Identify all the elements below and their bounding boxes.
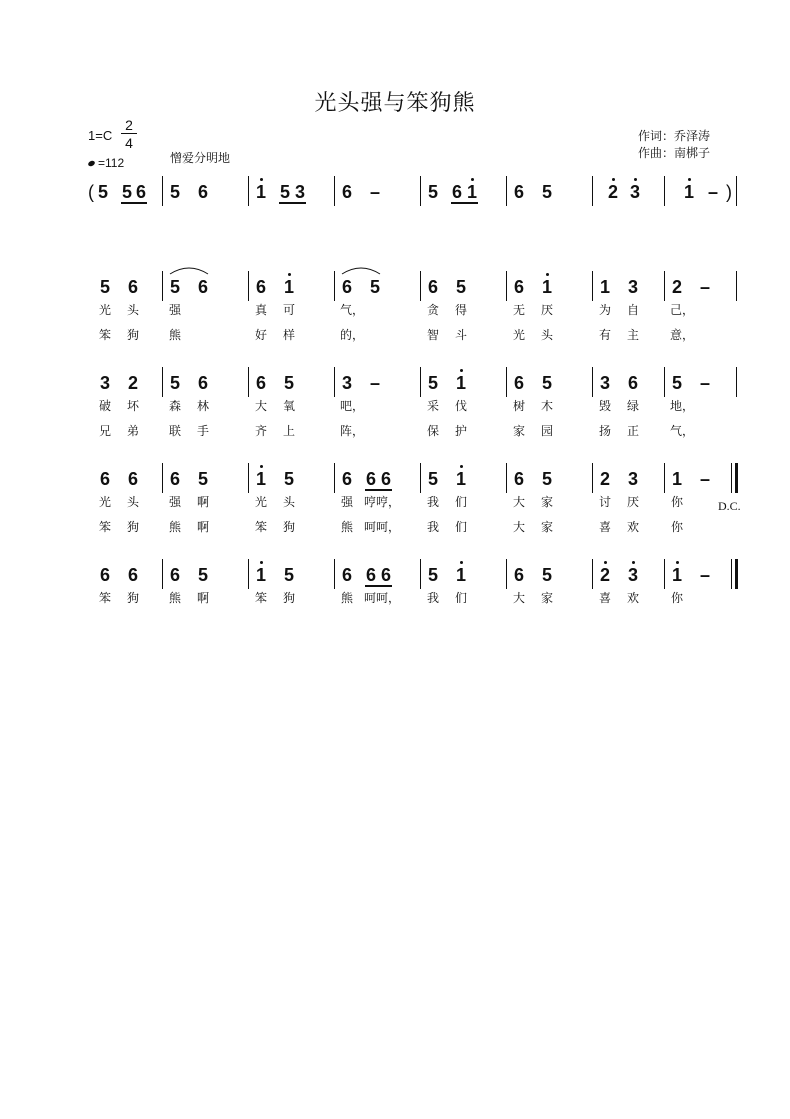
bar-line [736,271,737,301]
lyric-syllable: 笨 [254,591,267,605]
lyric-syllable: 斗 [454,328,467,342]
lyric-syllable: 狗 [126,520,139,534]
note: 1 [283,277,294,297]
note: 5 [369,277,380,297]
lyric-syllable: 得 [454,303,467,317]
lyric-syllable: 森 [168,399,181,413]
note: 5 [197,469,208,489]
high-octave-dot [546,273,549,276]
lyric-syllable: 上 [282,424,295,438]
lyric-syllable: 木 [540,399,553,413]
bar-line [664,176,665,206]
bar-line [420,559,421,589]
lyric-syllable: 厌 [540,303,553,317]
eighth-underline [451,202,478,204]
lyric-syllable: 我 [426,495,439,509]
bar-line [334,367,335,397]
note: 6 [341,565,352,585]
bar-line [506,559,507,589]
lyric-syllable: 氧 [282,399,295,413]
lyric-syllable: 家 [540,495,553,509]
lyric-syllable: 伐 [454,399,467,413]
lyric-syllable: 喜 [598,520,611,534]
note: 3 [629,182,640,202]
lyric-syllable: 地， [670,399,695,413]
lyric-syllable: 齐 [254,424,267,438]
composer-credit: 作曲：南梆子 [638,146,711,160]
lyric-syllable: 啊 [196,591,209,605]
lyric-syllable: 光 [98,495,111,509]
bar-line [334,176,335,206]
lyric-syllable: 大 [512,520,525,534]
note: 1 [255,565,266,585]
tempo-value: =112 [98,156,125,170]
lyric-syllable: 好 [254,328,267,342]
high-octave-dot [612,178,615,181]
note: 6 [197,182,208,202]
bar-line [592,367,593,397]
key-signature: 1=C [88,128,113,143]
lyric-syllable: 啊 [196,495,209,509]
lyric-syllable: 为 [598,303,611,317]
note: 6 [135,182,146,202]
bar-line [248,559,249,589]
note: 5 [283,565,294,585]
lyric-syllable: 强 [340,495,353,509]
high-octave-dot [632,561,635,564]
bar-line [736,367,737,397]
lyric-syllable: 己， [670,303,695,317]
note: 6 [341,182,352,202]
note: 3 [99,373,110,393]
lyric-syllable: 们 [454,591,467,605]
note: 6 [365,565,376,585]
note: 6 [513,565,524,585]
lyric-syllable: 家 [512,424,525,438]
note: 6 [513,469,524,489]
lyric-syllable: 林 [196,399,209,413]
lyric-syllable: 树 [512,399,525,413]
note: 6 [380,565,391,585]
close-paren: ) [726,182,732,202]
lyric-syllable: 们 [454,495,467,509]
note: 5 [169,277,180,297]
lyric-syllable: 狗 [282,520,295,534]
note: 6 [427,277,438,297]
lyric-syllable: 可 [282,303,295,317]
lyric-syllable: 保 [426,424,439,438]
lyric-syllable: 你 [670,591,683,605]
note: 5 [427,469,438,489]
note: 6 [255,277,266,297]
note: 5 [427,373,438,393]
lyric-syllable: 意， [670,328,695,342]
note: 1 [455,373,466,393]
lyric-syllable: 园 [540,424,553,438]
bar-line [506,463,507,493]
bar-line [736,176,737,206]
bar-line [420,176,421,206]
note: 1 [599,277,610,297]
lyric-syllable: 大 [512,591,525,605]
quarter-note-icon [87,160,95,167]
note: 6 [169,565,180,585]
lyric-syllable: 光 [254,495,267,509]
lyric-syllable: 呵呵， [364,520,401,534]
bar-line [248,463,249,493]
note: 5 [541,182,552,202]
bar-line [248,367,249,397]
eighth-underline [121,202,147,204]
note: 5 [283,469,294,489]
song-title: 光头强与笨狗熊 [314,91,476,116]
note: 6 [99,469,110,489]
high-octave-dot [260,178,263,181]
bar-line [592,463,593,493]
note: 6 [197,277,208,297]
note: – [699,373,710,393]
bar-line [334,559,335,589]
note: 5 [427,182,438,202]
lyric-syllable: 我 [426,591,439,605]
bar-line [248,176,249,206]
bar-line [664,463,665,493]
high-octave-dot [460,369,463,372]
lyric-syllable: 联 [168,424,181,438]
note: 2 [127,373,138,393]
bar-line [334,271,335,301]
lyric-syllable: 大 [512,495,525,509]
final-bar-thin [731,463,732,493]
note: – [369,182,380,202]
note: 1 [455,565,466,585]
lyric-syllable: 样 [282,328,295,342]
time-signature-bottom: 4 [121,133,137,150]
note: 5 [427,565,438,585]
time-signature [121,118,137,150]
note: 5 [671,373,682,393]
note: 6 [197,373,208,393]
note: 6 [127,565,138,585]
note: 5 [121,182,132,202]
note: 1 [455,469,466,489]
lyric-syllable: 气， [670,424,695,438]
note: – [707,182,718,202]
note: 5 [541,565,552,585]
note: 5 [455,277,466,297]
bar-line [334,463,335,493]
bar-line [592,559,593,589]
bar-line [592,176,593,206]
note: 3 [627,277,638,297]
lyric-syllable: 头 [282,495,295,509]
high-octave-dot [260,561,263,564]
lyric-syllable: 熊 [340,591,353,605]
note: 3 [341,373,352,393]
lyric-syllable: 啊 [196,520,209,534]
high-octave-dot [604,561,607,564]
note: 6 [127,277,138,297]
note: 2 [671,277,682,297]
bar-line [420,463,421,493]
lyric-syllable: 熊 [340,520,353,534]
lyric-syllable: 们 [454,520,467,534]
lyric-syllable: 笨 [98,591,111,605]
bar-line [506,367,507,397]
lyric-syllable: 吧， [340,399,365,413]
note: 1 [541,277,552,297]
lyric-syllable: 坏 [126,399,139,413]
high-octave-dot [688,178,691,181]
note: – [369,373,380,393]
note: – [699,277,710,297]
expression-mark: 憎爱分明地 [170,151,231,165]
lyric-syllable: 家 [540,520,553,534]
note: 5 [169,182,180,202]
lyric-syllable: 弟 [126,424,139,438]
lyric-syllable: 笨 [254,520,267,534]
note: 1 [466,182,477,202]
note: 6 [127,469,138,489]
note: 2 [599,469,610,489]
lyric-syllable: 欢 [626,591,639,605]
eighth-underline [365,585,392,587]
note: 3 [294,182,305,202]
note: 5 [197,565,208,585]
time-signature-top: 2 [125,117,133,133]
note: 5 [541,469,552,489]
eighth-underline [279,202,306,204]
high-octave-dot [260,465,263,468]
lyric-syllable: 主 [626,328,639,342]
lyric-syllable: 厌 [626,495,639,509]
tempo-marking [88,156,124,170]
lyric-syllable: 的， [340,328,365,342]
note: 6 [341,277,352,297]
lyric-syllable: 有 [598,328,611,342]
note: 1 [671,469,682,489]
note: 6 [627,373,638,393]
lyric-syllable: 我 [426,520,439,534]
lyric-syllable: 熊 [168,328,181,342]
note: 5 [99,277,110,297]
bar-line [162,559,163,589]
high-octave-dot [460,465,463,468]
bar-line [592,271,593,301]
note: 6 [513,182,524,202]
bar-line [162,176,163,206]
bar-line [664,271,665,301]
lyric-syllable: 大 [254,399,267,413]
note: 2 [599,565,610,585]
note: 3 [627,469,638,489]
note: 5 [279,182,290,202]
high-octave-dot [460,561,463,564]
note: 6 [99,565,110,585]
note: 6 [513,277,524,297]
bar-line [664,559,665,589]
note: 5 [169,373,180,393]
lyric-syllable: 智 [426,328,439,342]
note: 2 [607,182,618,202]
high-octave-dot [676,561,679,564]
lyric-syllable: 绿 [626,399,639,413]
lyric-syllable: 熊 [168,520,181,534]
note: 5 [97,182,108,202]
slur [168,265,210,275]
bar-line [664,367,665,397]
credits [638,128,710,162]
lyric-syllable: 熊 [168,591,181,605]
lyric-syllable: 真 [254,303,267,317]
bar-line [162,367,163,397]
lyric-syllable: 头 [126,495,139,509]
high-octave-dot [634,178,637,181]
lyric-syllable: 你 [670,495,683,509]
lyric-syllable: 光 [512,328,525,342]
lyric-syllable: 狗 [282,591,295,605]
lyric-syllable: 贪 [426,303,439,317]
lyric-syllable: 阵， [340,424,365,438]
lyric-syllable: 喜 [598,591,611,605]
note: 6 [365,469,376,489]
lyric-syllable: 哼哼， [364,495,401,509]
lyric-syllable: 破 [98,399,111,413]
lyric-syllable: 正 [626,424,639,438]
lyric-syllable: 兄 [98,424,111,438]
note: 3 [627,565,638,585]
lyric-syllable: 家 [540,591,553,605]
lyric-syllable: 你 [670,520,683,534]
lyric-syllable: 扬 [598,424,611,438]
lyric-syllable: 光 [98,303,111,317]
lyric-syllable: 护 [454,424,467,438]
lyric-syllable: 手 [196,424,209,438]
lyric-syllable: 采 [426,399,439,413]
note: 5 [283,373,294,393]
note: 1 [683,182,694,202]
bar-line [506,176,507,206]
high-octave-dot [471,178,474,181]
high-octave-dot [288,273,291,276]
lyric-syllable: 无 [512,303,525,317]
note: 6 [380,469,391,489]
lyric-syllable: 呵呵， [364,591,401,605]
eighth-underline [365,489,392,491]
note: 1 [255,469,266,489]
lyric-syllable: 强 [168,303,181,317]
dc-mark: D.C. [718,499,741,513]
lyric-syllable: 自 [626,303,639,317]
note: 6 [255,373,266,393]
note: 3 [599,373,610,393]
note: 1 [671,565,682,585]
note: – [699,565,710,585]
lyric-syllable: 毁 [598,399,611,413]
note: 5 [541,373,552,393]
slur [340,265,382,275]
lyric-syllable: 头 [126,303,139,317]
lyric-syllable: 狗 [126,591,139,605]
lyric-syllable: 笨 [98,328,111,342]
lyric-syllable: 气， [340,303,365,317]
open-paren: ( [88,182,94,202]
note: 6 [341,469,352,489]
note: 6 [169,469,180,489]
lyric-syllable: 欢 [626,520,639,534]
lyricist-credit: 作词：乔泽涛 [638,129,711,143]
lyric-syllable: 讨 [598,495,611,509]
final-bar-thick [735,463,738,493]
note: 1 [255,182,266,202]
lyric-syllable: 狗 [126,328,139,342]
bar-line [162,271,163,301]
bar-line [506,271,507,301]
note: – [699,469,710,489]
bar-line [162,463,163,493]
note: 6 [451,182,462,202]
lyric-syllable: 笨 [98,520,111,534]
bar-line [248,271,249,301]
note: 6 [513,373,524,393]
lyric-syllable: 头 [540,328,553,342]
lyric-syllable: 强 [168,495,181,509]
final-bar-thick [735,559,738,589]
bar-line [420,367,421,397]
final-bar-thin [731,559,732,589]
bar-line [420,271,421,301]
